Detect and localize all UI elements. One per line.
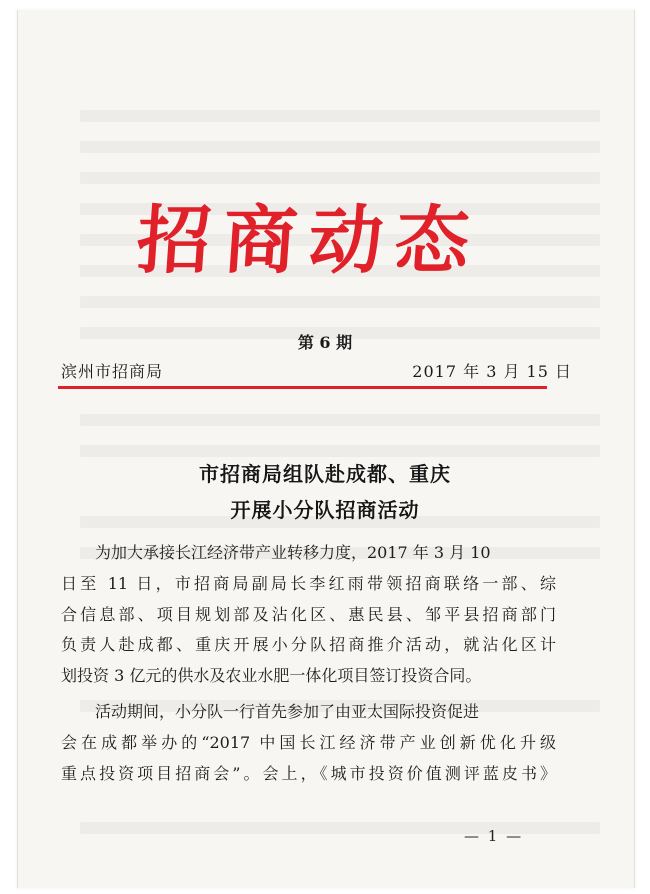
paragraph-line: 合信息部、项目规划部及沾化区、惠民县、邹平县招商部门	[61, 604, 556, 624]
paragraph-line: 划投资 3 亿元的供水及农业水肥一体化项目签订投资合同。	[61, 666, 482, 686]
bleed-line	[80, 110, 600, 122]
paragraph-line: 负责人赴成都、重庆开展小分队招商推介活动，就沾化区计	[61, 635, 556, 655]
bleed-line	[80, 296, 600, 308]
paragraph-line: 日至 11 日，市招商局副局长李红雨带领招商联络一部、综	[61, 573, 556, 593]
masthead-title: 招商动态	[133, 198, 485, 284]
paragraph-2	[61, 697, 556, 789]
paragraph-line: 为加大承接长江经济带产业转移力度，2017 年 3 月 10	[95, 543, 491, 562]
page-number: — 1 —	[464, 827, 524, 845]
paragraph-line: 活动期间，小分队一行首先参加了由亚太国际投资促进	[95, 702, 480, 721]
bleed-line	[80, 172, 600, 184]
article-title-line-1: 市招商局组队赴成都、重庆	[199, 462, 451, 486]
header-divider	[58, 386, 547, 389]
bleed-line	[80, 445, 600, 457]
paragraph-line: 会在成都举办的“2017 中国长江经济带产业创新优化升级	[61, 732, 556, 752]
bleed-line	[80, 414, 600, 426]
paragraph-1	[61, 538, 556, 692]
article-title-line-2: 开展小分队招商活动	[230, 498, 420, 522]
issue-date: 2017 年 3 月 15 日	[412, 362, 572, 381]
bleed-line	[80, 141, 600, 153]
paragraph-line: 重点投资项目招商会”。会上，《城市投资价值测评蓝皮书》	[61, 763, 556, 783]
issuing-organization: 滨州市招商局	[61, 362, 164, 381]
issue-number: 第 6 期	[297, 333, 353, 352]
